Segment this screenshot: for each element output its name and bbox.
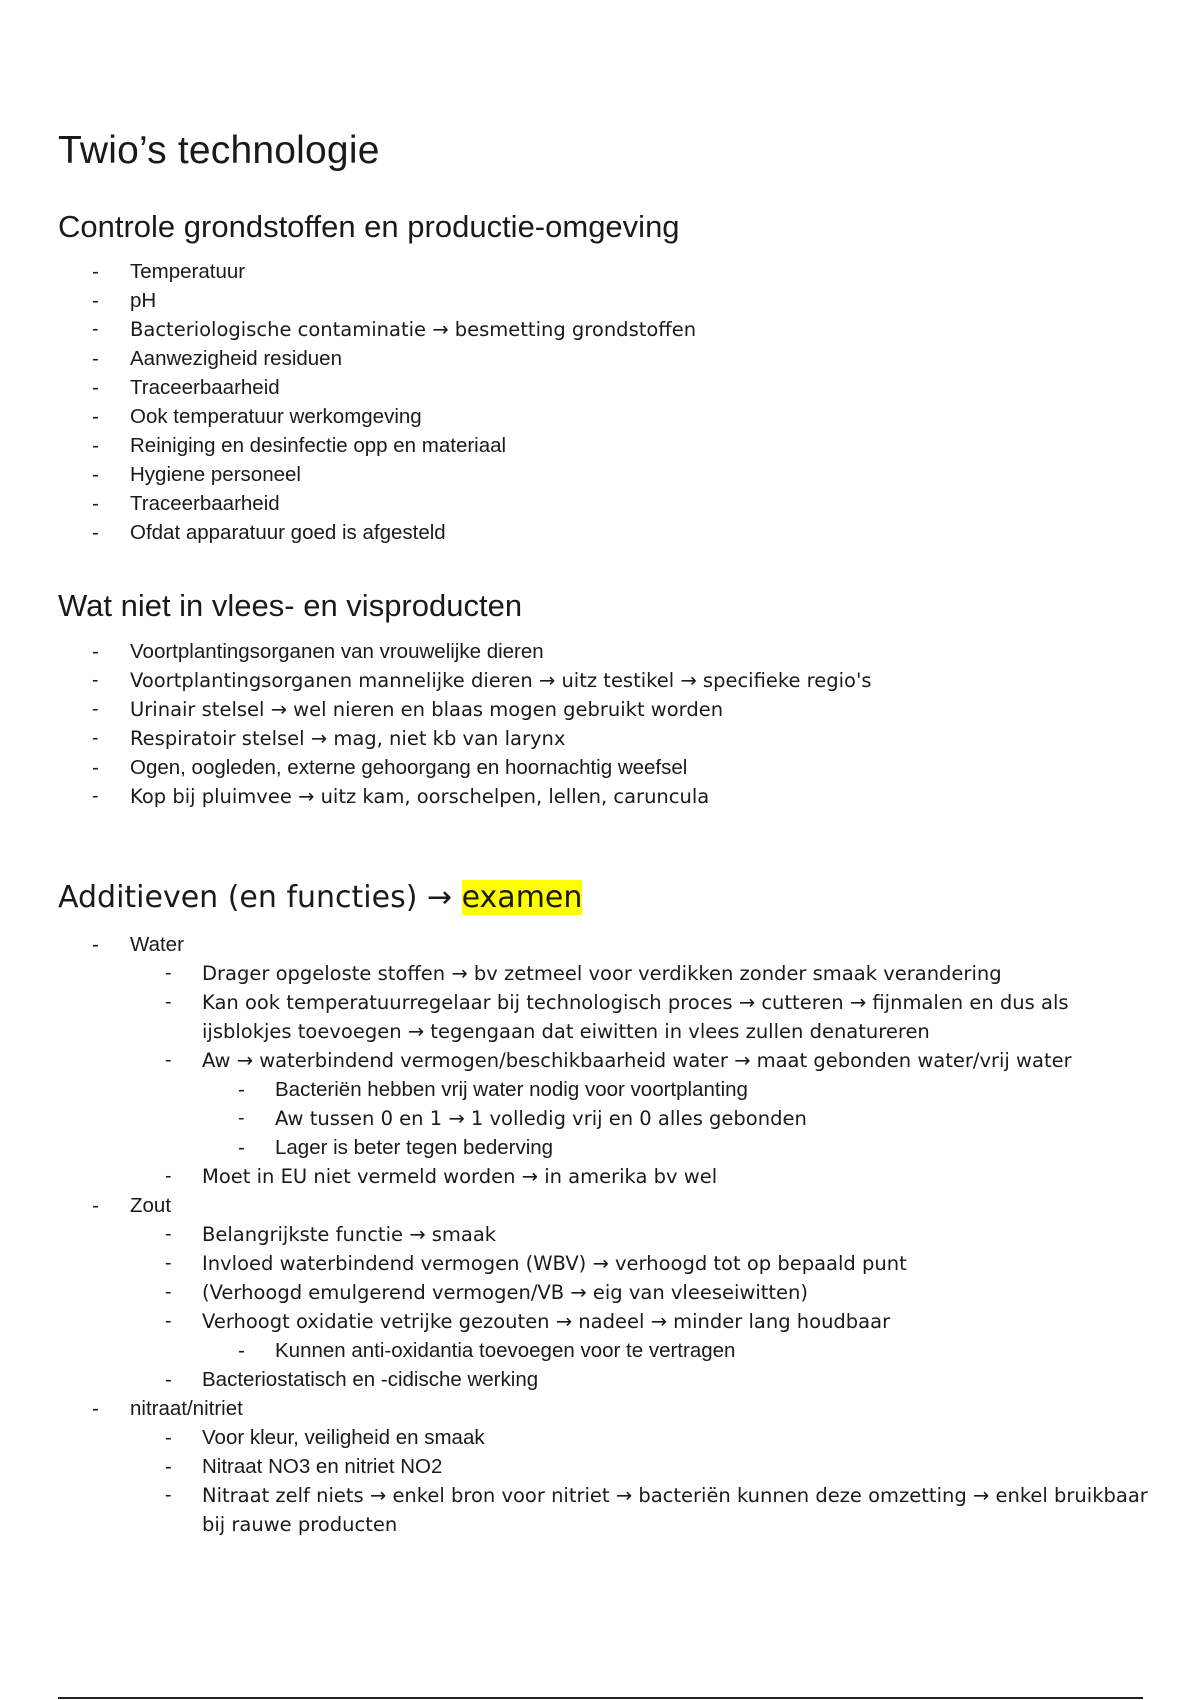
bullet: - [92,463,99,486]
bullet: - [92,289,99,312]
bullet: - [165,1455,172,1478]
list-item: - Kunnen anti-oxidantia toevoegen voor te vertragen [58,1336,1148,1365]
list-item: - Bacteriostatisch en -cidische werking [58,1365,1148,1394]
list-item: - Traceerbaarheid [58,489,1148,518]
document-title: Twio’s technologie [58,129,380,172]
bullet: - [165,1252,172,1274]
list-item: - Aw → waterbindend vermogen/beschikbaarheid water → maat gebonden water/vrij water [58,1046,1148,1075]
list-item: - Voortplantingsorganen van vrouwelijke dieren [58,637,1148,666]
list-item: - Aw tussen 0 en 1 → 1 volledig vrij en 0 alles gebonden [58,1104,1148,1133]
bullet: - [92,727,99,749]
list-item: - Invloed waterbindend vermogen (WBV) → verhoogd tot op bepaald punt [58,1249,1148,1278]
bullet: - [165,1426,172,1449]
list-item: - Respiratoir stelsel → mag, niet kb van larynx [58,724,1148,753]
bullet: - [92,260,99,283]
list-item: - Hygiene personeel [58,460,1148,489]
bullet: - [92,376,99,399]
list-item: - Nitraat zelf niets → enkel bron voor nitriet → bacteriën kunnen deze omzetting → enkel bruikbaar bij rauwe producten [58,1481,1148,1539]
bullet: - [92,318,99,340]
bullet: - [92,434,99,457]
list-item: - Belangrijkste functie → smaak [58,1220,1148,1249]
bullet: - [92,521,99,544]
bullet: - [92,1397,99,1420]
bullet: - [92,640,99,663]
list-item: - Urinair stelsel → wel nieren en blaas mogen gebruikt worden [58,695,1148,724]
bullet: - [92,1194,99,1217]
heading-text: Additieven (en functies) → [58,880,462,915]
bullet: - [165,1049,172,1071]
bullet: - [238,1136,245,1159]
list-item: - Ook temperatuur werkomgeving [58,402,1148,431]
bullet: - [165,1165,172,1187]
bullet: - [92,698,99,720]
bullet: - [92,785,99,807]
bullet: - [165,1484,172,1506]
highlighted-word: examen [461,880,583,915]
section-heading-controle: Controle grondstoffen en productie-omgeving [58,209,680,244]
list-item: - Voortplantingsorganen mannelijke dieren → uitz testikel → specifieke regio's [58,666,1148,695]
bullet: - [238,1078,245,1101]
bullet: - [92,347,99,370]
list-item-zout: - Zout [58,1191,1148,1220]
list-additieven [58,930,1148,1539]
list-item: - Drager opgeloste stoffen → bv zetmeel voor verdikken zonder smaak verandering [58,959,1148,988]
section-heading-vlees: Wat niet in vlees- en visproducten [58,588,523,623]
list-item: - Kop bij pluimvee → uitz kam, oorschelpen, lellen, caruncula [58,782,1148,811]
list-item: - Bacteriën hebben vrij water nodig voor voortplanting [58,1075,1148,1104]
list-item: - Bacteriologische contaminatie → besmetting grondstoffen [58,315,1148,344]
bullet: - [92,669,99,691]
list-item: - Moet in EU niet vermeld worden → in amerika bv wel [58,1162,1148,1191]
section-heading-additieven [58,879,582,917]
list-item: - (Verhoogd emulgerend vermogen/VB → eig van vleeseiwitten) [58,1278,1148,1307]
list-item: - Ofdat apparatuur goed is afgesteld [58,518,1148,547]
list-item-water: - Water [58,930,1148,959]
bullet: - [165,1281,172,1303]
list-item: - Reiniging en desinfectie opp en materiaal [58,431,1148,460]
bullet: - [165,1223,172,1245]
list-item: - Traceerbaarheid [58,373,1148,402]
bullet: - [92,933,99,956]
bullet: - [165,1310,172,1332]
list-item: - Ogen, oogleden, externe gehoorgang en hoornachtig weefsel [58,753,1148,782]
bullet: - [238,1339,245,1362]
list-vlees [58,637,1148,811]
bullet: - [92,492,99,515]
list-item: - Voor kleur, veiligheid en smaak [58,1423,1148,1452]
list-item: - Aanwezigheid residuen [58,344,1148,373]
footer-divider [58,1697,1143,1699]
bullet: - [92,756,99,779]
bullet: - [238,1107,245,1129]
bullet: - [92,405,99,428]
list-item: - pH [58,286,1148,315]
bullet: - [165,991,172,1013]
list-item: - Lager is beter tegen bederving [58,1133,1148,1162]
list-item: - Kan ook temperatuurregelaar bij technologisch proces → cutteren → fijnmalen en dus als ijsblokjes toevoegen → tegengaan dat eiwitten in vlees zullen denatureren [58,988,1148,1046]
bullet: - [165,962,172,984]
list-item: - Verhoogt oxidatie vetrijke gezouten → nadeel → minder lang houdbaar [58,1307,1148,1336]
list-item-nitraat: - nitraat/nitriet [58,1394,1148,1423]
list-item: - Temperatuur [58,257,1148,286]
bullet: - [165,1368,172,1391]
list-controle [58,257,1148,547]
list-item: - Nitraat NO3 en nitriet NO2 [58,1452,1148,1481]
